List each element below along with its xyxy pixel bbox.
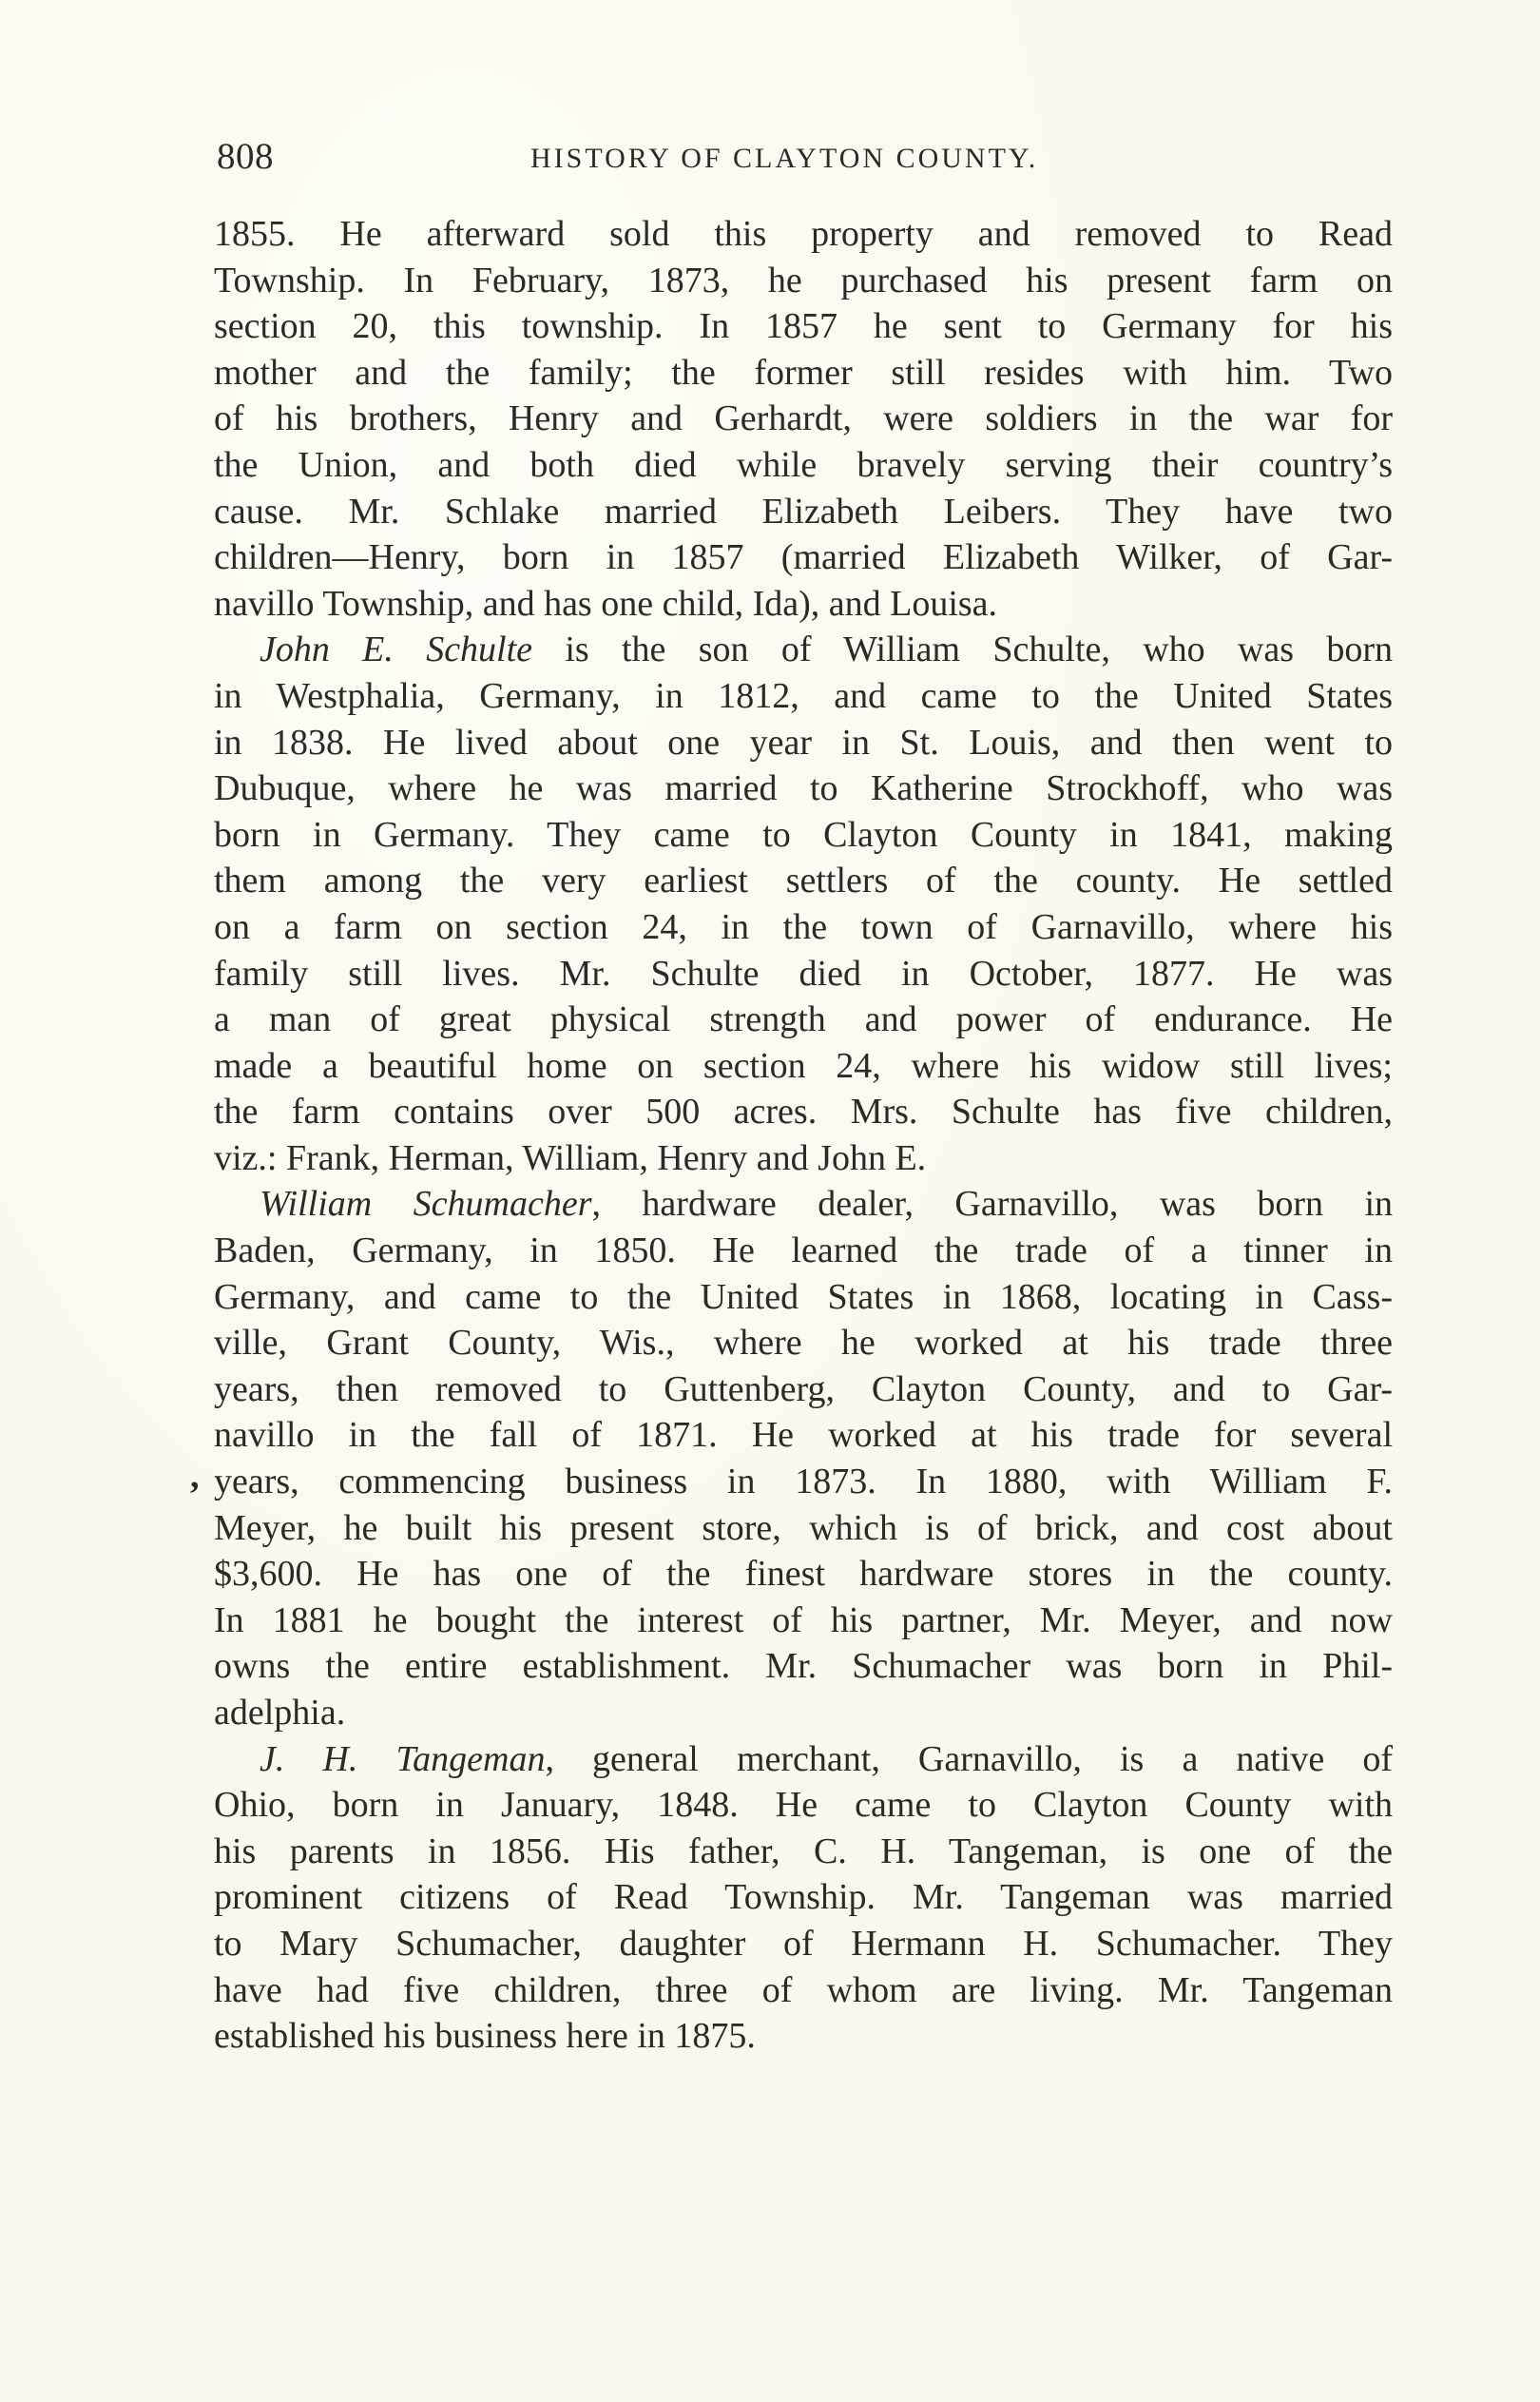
text-line: Germany, and came to the United States in 1868, locating in Cass- (214, 1276, 1393, 1317)
text-line: Ohio, born in January, 1848. He came to Clayton County with (214, 1785, 1393, 1826)
text-line: in 1838. He lived about one year in St. Louis, and then went to (214, 722, 1393, 763)
text-line: navillo Township, and has one child, Ida), and Louisa. (214, 583, 998, 624)
paragraph-lead-line (214, 627, 1393, 673)
lead-line-text: , hardware dealer, Garnavillo, was born in (591, 1184, 1394, 1225)
body-text (214, 211, 1393, 2060)
text-line: his parents in 1856. His father, C. H. Tangeman, is one of the (214, 1831, 1393, 1871)
text-line: Meyer, he built his present store, which is of brick, and cost about (214, 1507, 1393, 1548)
text-line: In 1881 he bought the interest of his partner, Mr. Meyer, and now (214, 1599, 1393, 1640)
text-line: on a farm on section 24, in the town of Garnavillo, where his (214, 906, 1393, 947)
text-line: to Mary Schumacher, daughter of Hermann H. Schumacher. They (214, 1923, 1393, 1964)
text-line: prominent citizens of Read Township. Mr. Tangeman was married (214, 1877, 1393, 1918)
text-line: Township. In February, 1873, he purchased his present farm on (214, 260, 1393, 300)
text-line: them among the very earliest settlers of the county. He settled (214, 861, 1393, 901)
page-number: 808 (217, 136, 274, 177)
text-line: children—Henry, born in 1857 (married Elizabeth Wilker, of Gar- (214, 537, 1393, 578)
text-line: viz.: Frank, Herman, William, Henry and John E. (214, 1137, 927, 1178)
text-line: section 20, this township. In 1857 he sent to Germany for his (214, 306, 1393, 347)
text-line: have had five children, three of whom are living. Mr. Tangeman (214, 1969, 1393, 2010)
text-line: a man of great physical strength and power of endurance. He (214, 999, 1393, 1040)
margin-mark: , (190, 1456, 200, 1496)
page-header (217, 135, 1091, 183)
text-line: years, commencing business in 1873. In 1880, with William F. (214, 1462, 1393, 1502)
text-line: owns the entire establishment. Mr. Schumacher was born in Phil- (214, 1646, 1393, 1687)
text-line: born in Germany. They came to Clayton County in 1841, making (214, 814, 1393, 855)
text-line: made a beautiful home on section 24, where his widow still lives; (214, 1045, 1393, 1086)
text-line: the farm contains over 500 acres. Mrs. Schulte has five children, (214, 1092, 1393, 1133)
text-line: Dubuque, where he was married to Katherine Strockhoff, who was (214, 768, 1393, 809)
text-line: $3,600. He has one of the finest hardware stores in the county. (214, 1554, 1393, 1595)
biography-name: J. H. Tangeman (260, 1738, 546, 1779)
text-line: in Westphalia, Germany, in 1812, and came to the United States (214, 675, 1393, 716)
text-line: Baden, Germany, in 1850. He learned the trade of a tinner in (214, 1230, 1393, 1271)
text-line: adelphia. (214, 1693, 346, 1733)
text-line: the Union, and both died while bravely serving their country’s (214, 444, 1393, 485)
paragraph-lead-line (214, 1181, 1393, 1228)
running-title: HISTORY OF CLAYTON COUNTY. (530, 143, 1039, 174)
text-line: ville, Grant County, Wis., where he worked at his trade three (214, 1323, 1393, 1364)
text-line: family still lives. Mr. Schulte died in October, 1877. He was (214, 953, 1393, 994)
biography-name: John E. Schulte (260, 630, 533, 670)
text-line: cause. Mr. Schlake married Elizabeth Leibers. They have two (214, 491, 1393, 532)
text-line: years, then removed to Guttenberg, Clayton County, and to Gar- (214, 1368, 1393, 1409)
biography-name: William Schumacher (260, 1184, 592, 1225)
text-line: of his brothers, Henry and Gerhardt, were soldiers in the war for (214, 398, 1393, 439)
text-line: navillo in the fall of 1871. He worked at his trade for several (214, 1415, 1393, 1456)
lead-line-text: , general merchant, Garnavillo, is a native of (545, 1738, 1393, 1779)
paragraph-lead-line (214, 1736, 1393, 1783)
text-line: mother and the family; the former still resides with him. Two (214, 352, 1393, 393)
lead-line-text: is the son of William Schulte, who was born (532, 630, 1393, 670)
text-line: 1855. He afterward sold this property and removed to Read (214, 214, 1393, 254)
text-line: established his business here in 1875. (214, 2016, 756, 2057)
